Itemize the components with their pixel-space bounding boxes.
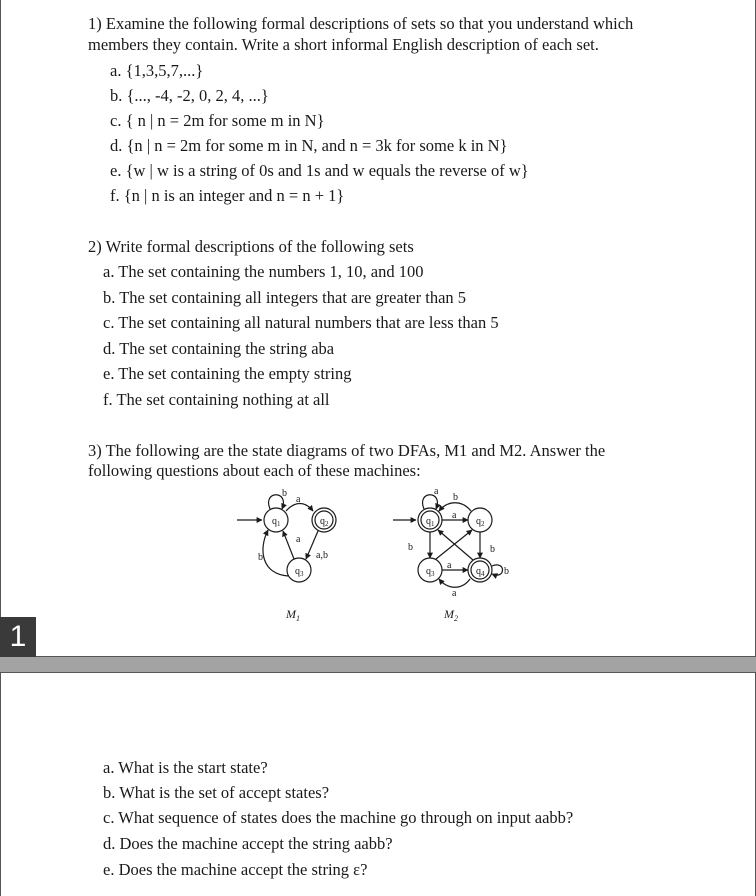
m1-edge-q3-q1-a [283, 531, 294, 559]
m1-caption: $M_1$ [286, 607, 300, 623]
q3-item-c: c. What sequence of states does the machine go through on input aabb? [103, 808, 574, 827]
m1-label-q1-q2: a [296, 494, 301, 505]
svg-text:q1: $q_1$ [426, 516, 435, 528]
svg-text:q1: $q_1$ [272, 516, 281, 528]
m2-edge-q4-q3 [439, 579, 470, 587]
q2-item-c: c. The set containing all natural numbers that are less than 5 [103, 313, 499, 332]
q2-heading: 2) Write formal descriptions of the following sets [88, 237, 414, 256]
q1-item-d: d. {n | n = 2m for some m in N, and n = 3k for some k in N} [110, 136, 508, 155]
q2-item-b: b. The set containing all integers that are greater than 5 [103, 288, 467, 307]
svg-text:q2: $q_2$ [476, 516, 485, 528]
m1-label-q3-q1-a: a [296, 534, 301, 545]
q3-item-a: a. What is the start state? [103, 758, 268, 777]
page-gap [0, 657, 756, 672]
q3-item-e: e. Does the machine accept the string ε? [103, 860, 368, 879]
svg-text:q2: $q_2$ [320, 516, 329, 528]
m2-label-q2-q4: b [490, 544, 495, 555]
q1-item-a: a. {1,3,5,7,...} [110, 61, 204, 80]
m2-label-q1-q2: a [452, 510, 457, 521]
q1-item-c: c. { n | n = 2m for some m in N} [110, 111, 325, 130]
m2-label-q2-q1: b [453, 492, 458, 503]
q3-heading-line2: following questions about each of these machines: [88, 461, 421, 480]
m2-label-q4-q3: a [452, 588, 457, 599]
m2-label-q3-q4: a [447, 560, 452, 571]
q2-item-f: f. The set containing nothing at all [103, 390, 330, 409]
m1-label-q3-q1-b: b [258, 552, 263, 563]
svg-text:q3: $q_3$ [426, 566, 435, 578]
m2-label-self-q4: b [504, 566, 509, 577]
m1-label-self-q1: b [282, 488, 287, 499]
m1-label-q2-q3: a,b [316, 550, 328, 561]
page-number-badge: 1 [0, 617, 36, 657]
q3-item-b: b. What is the set of accept states? [103, 783, 330, 802]
m2-self-loop-q4 [492, 565, 503, 575]
m1-diagram [237, 495, 336, 582]
m2-caption: $M_2$ [444, 607, 458, 623]
dfa-diagrams [0, 480, 756, 630]
q2-item-e: e. The set containing the empty string [103, 364, 352, 383]
m2-diagram [393, 495, 503, 588]
q3-item-d: d. Does the machine accept the string aabb? [103, 834, 393, 853]
q1-item-e: e. {w | w is a string of 0s and 1s and w equals the reverse of w} [110, 161, 529, 180]
m2-edge-q4-q1 [438, 530, 473, 560]
m2-label-q1-q3: b [408, 542, 413, 553]
q3-heading-line1: 3) The following are the state diagrams of two DFAs, M1 and M2. Answer the [88, 441, 606, 460]
q1-heading-line1: 1) Examine the following formal descriptions of sets so that you understand which [88, 14, 634, 33]
svg-text:q3: $q_3$ [295, 566, 304, 578]
m1-edge-q3-q1-b [263, 530, 288, 576]
q2-item-a: a. The set containing the numbers 1, 10, and 100 [103, 262, 424, 281]
q1-item-b: b. {..., -4, -2, 0, 2, 4, ...} [110, 86, 269, 105]
q1-heading-line2: members they contain. Write a short informal English description of each set. [88, 35, 599, 54]
q1-item-f: f. {n | n is an integer and n = n + 1} [110, 186, 345, 205]
m2-label-self-q1: a [434, 486, 439, 497]
svg-text:q4: $q_4$ [476, 566, 485, 578]
q2-item-d: d. The set containing the string aba [103, 339, 335, 358]
